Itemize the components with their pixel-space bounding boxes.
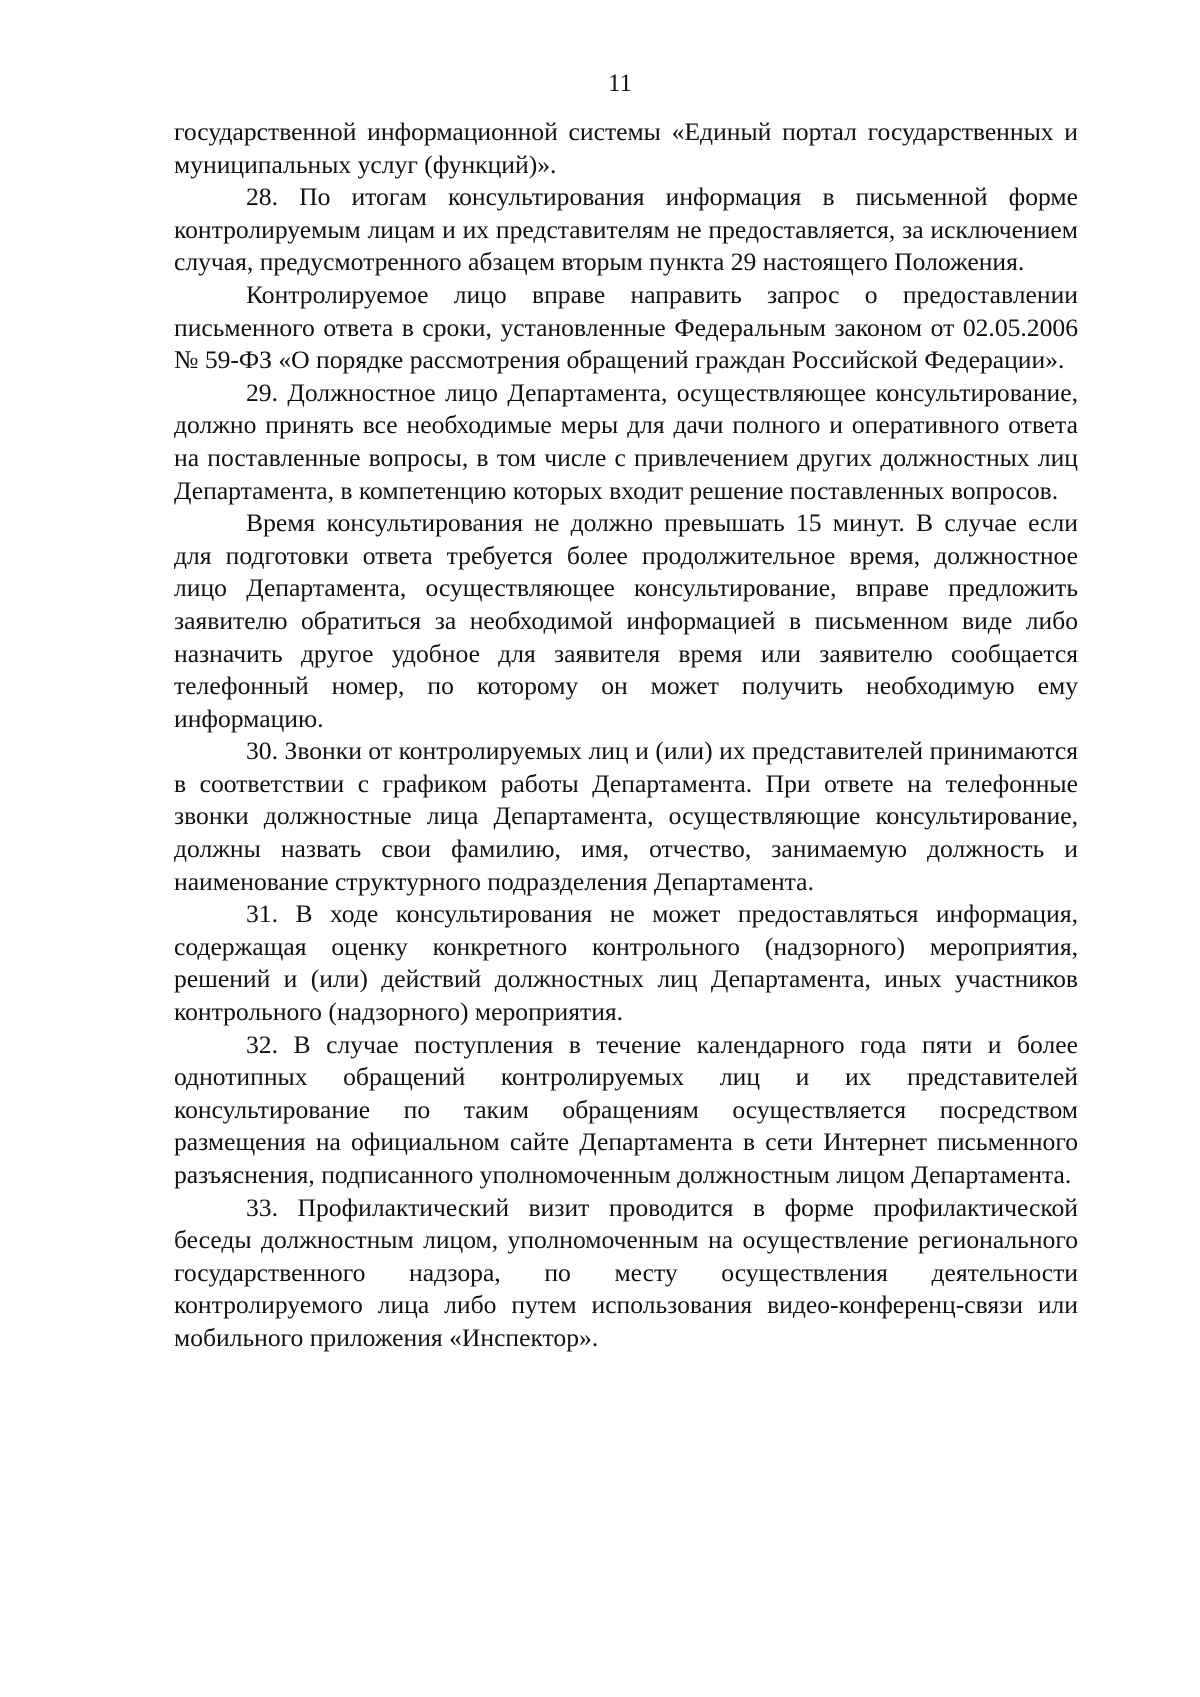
paragraph-item-29: 29. Должностное лицо Департамента, осуществляющее консультирование, должно принять все необходимые меры для дачи полного и оперативного ответа на поставленные вопросы, в том числе с привлечением других должностных лиц Департамента, в компетенцию которых входит решение поставленных вопросов. — [174, 377, 1078, 505]
paragraph-item-30: 30. Звонки от контролируемых лиц и (или) их представителей принимаются в соответствии с графиком работы Департамента. При ответе на телефонные звонки должностные лица Департамента, осуществляющие консультирование, должны назвать свои фамилию, имя, отчество, занимаемую должность и наименование структурного подразделения Департамента. — [174, 736, 1078, 896]
page-number: 11 — [607, 70, 633, 97]
paragraph-item-28: 28. По итогам консультирования информация в письменной форме контролируемым лицам и их представителям не предоставляется, за исключением случая, предусмотренного абзацем вторым пункта 29 настоящего Положения. — [174, 182, 1078, 277]
document-body — [174, 116, 1078, 1355]
paragraph-item-32: 32. В случае поступления в течение календарного года пяти и более однотипных обращений контролируемых лиц и их представителей консультирование по таким обращениям осуществляется посредством размещения на официальном сайте Департамента в сети Интернет письменного разъяснения, подписанного уполномоченным должностным лицом Департамента. — [174, 1029, 1078, 1189]
paragraph-item-31: 31. В ходе консультирования не может предоставляться информация, содержащая оценку конкретного контрольного (надзорного) мероприятия, решений и (или) действий должностных лиц Департамента, иных участников контрольного (надзорного) мероприятия. — [174, 899, 1078, 1027]
paragraph-continuation: государственной информационной системы «Единый портал государственных и муниципальных услуг (функций)». — [174, 117, 1078, 179]
paragraph-item-29-second: Время консультирования не должно превышать 15 минут. В случае если для подготовки ответа требуется более продолжительное время, должностное лицо Департамента, осуществляющее консультирование, вправе предложить заявителю обратиться за необходимой информацией в письменном виде либо назначить другое удобное для заявителя время или заявителю сообщается телефонный номер, по которому он может получить необходимую ему информацию. — [174, 508, 1078, 733]
paragraph-item-33: 33. Профилактический визит проводится в форме профилактической беседы должностным лицом, уполномоченным на осуществление регионального государственного надзора, по месту осуществления деятельности контролируемого лица либо путем использования видео-конференц-связи или мобильного приложения «Инспектор». — [174, 1192, 1078, 1352]
paragraph-item-28-second: Контролируемое лицо вправе направить запрос о предоставлении письменного ответа в сроки, установленные Федеральным законом от 02.05.2006 № 59-ФЗ «О порядке рассмотрения обращений граждан Российской Федерации». — [174, 279, 1078, 375]
